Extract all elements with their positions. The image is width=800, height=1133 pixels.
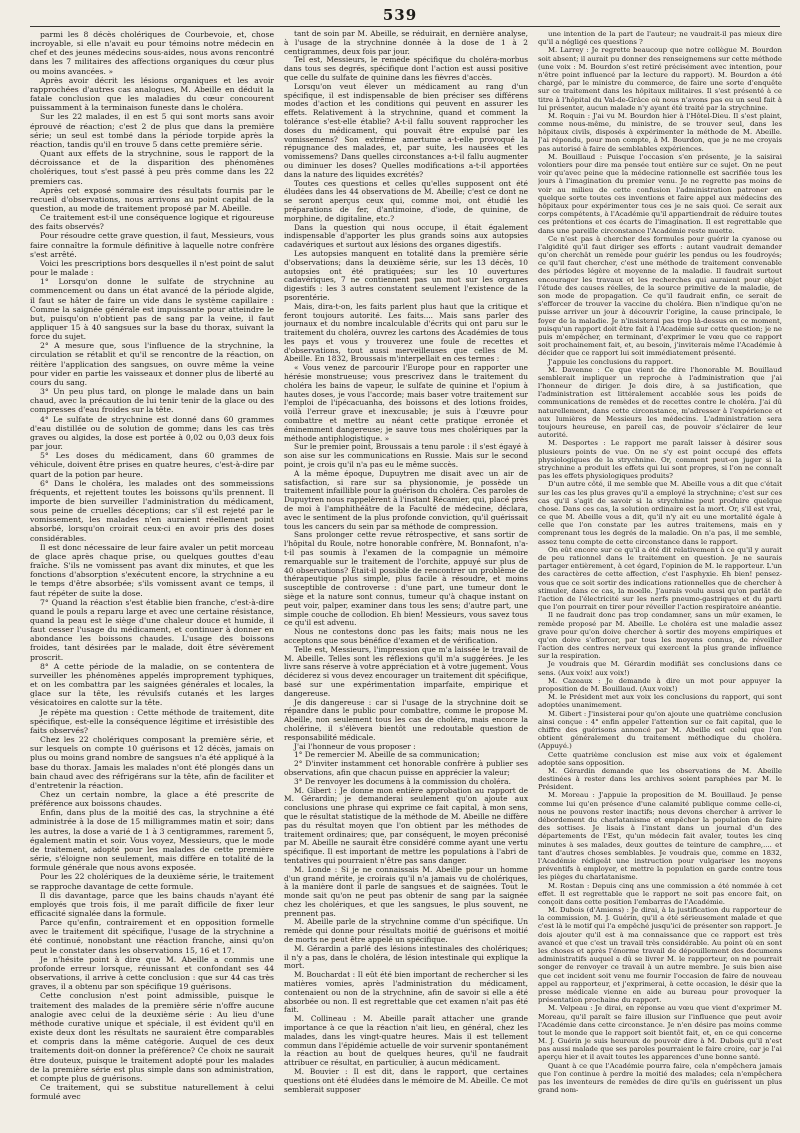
paragraph: Après cet exposé sommaire des résultats fournis par le recueil d'observations, nous arrivons au point capital de la question, au mode de traitement proposé par M. Abeille. — [30, 185, 274, 213]
paragraph: Toutes ces questions et celles qu'elles supposent ont été éludées dans les 44 observations de M. Abeille; c'est ce dont ne se seront aperçus ceux qui, comme moi, ont étudié les préparations de fer, d'antimoine, d'iode, de quinine, de morphine, de digitaline, etc.? — [284, 178, 528, 223]
paragraph: Enfin, dans plus de la moitié des cas, la strychnine a été administrée à la dose de 15 milligrammes matin et soir; dans les autres, la dose a varié de 1 à 3 centigrammes, rarement 5, également matin et soir. Vous voyez, Messieurs, que le mode de traitement, adopté pour les malades de cette première série, s'éloigne non seulement, mais diffère en totalité de la formule générale que nous avons exposée. — [30, 808, 274, 873]
paragraph: 1° De remercier M. Abeille de sa communication; — [294, 750, 480, 760]
paragraph: une intention de la part de l'auteur; ne vaudrait-il pas mieux dire qu'il a négligé ces questions ? — [538, 30, 782, 47]
paragraph: M. Gérardin a parlé des lésions intestinales des cholériques; il n'y a pas, dans le choléra, de lésion intestinale qui explique la mort. — [284, 943, 528, 971]
header-rule — [30, 26, 780, 27]
paragraph: Il ne faudrait donc pas trop condamner, sans un mûr examen, le remède proposé par M. Abeille. Le choléra est une maladie assez grave pour qu'on doive chercher à sortir des moyens empiriques et qu'on doive s'efforcer, par tous les moyens connus, de réveiller l'action des centres nerveux qui exercent la plus grande influence sur la respiration. — [538, 611, 782, 661]
paragraph: M. Gibert : J'insisterai pour qu'on ajoute une quatrième conclusion ainsi conçue : 4° enfin appeler l'attention sur ce fait capital, que le chiffre des guérisons annoncé par M. Abeille est celui que l'on obtient généralement du traitement méthodique du choléra. (Appuyé.) — [538, 709, 782, 751]
paragraph: parmi les 8 décès cholériques de Courbevoie, et, chose incroyable, si elle n'avait eu pour témoins notre médecin en chef et des jeunes médecins sous-aides, nous avons rencontré dans les 7 militaires des affections organiques du cœur plus ou moins avancées. » — [30, 30, 274, 76]
paragraph: Sur les 22 malades, il en est 5 qui sont morts sans avoir éprouvé de réaction; c'est 2 de plus que dans la première série; un seul est tombé dans la période torpide après la réaction, tandis qu'il en trouve 5 dans cette première série. — [30, 112, 274, 149]
paragraph: Chez les 22 cholériques composant la première série, et sur lesquels on compte 10 guérisons et 12 décès, jamais on plus ou moins grand nombre de sangsues n'a été appliqué à la base du thorax. Jamais les malades n'ont été plongés dans un bain chaud avec des réfrigérans sur la tête, afin de faciliter et d'entretenir la réaction. — [30, 735, 274, 790]
paragraph: 1° Lorsqu'on donne le sulfate de strychnine au commencement ou dans un état avancé de la période algide, il faut se hâter de faire un vide dans le système capillaire : Comme la saignée générale est impuissante pour atteindre le but, puisqu'on n'obtient pas de sang par la veine, il faut appliquer 15 à 40 sangsues sur la base du thorax, suivant la force du sujet. — [30, 277, 274, 342]
paragraph: M. Desportes : Le rapport me paraît laisser à désirer sous plusieurs points de vue. On ne s'y est point occupé des effets physiologiques de la strychnine. Or, comment peut-on juger si la strychnine a produit les effets qui lui sont propres, si l'on ne connaît pas les effets physiologiques produits? — [538, 439, 782, 481]
paragraph: M. Londe : Si je ne connaissais M. Abeille pour un homme d'un grand mérite, je croirais qu'il n'a jamais vu de cholériques, à la manière dont il parle de sangsues et de saignées. Tout le monde sait qu'on ne peut pas obtenir de sang par la saignée chez les cholériques, et que les sangsues, le plus souvent, ne prennent pas. — [284, 864, 528, 918]
paragraph: J'appuie les conclusions du rapport. — [548, 357, 674, 366]
paragraph: Ce traitement, qui se substitue naturellement à celui formulé avec — [30, 1082, 274, 1102]
paragraph: Pour les 22 cholériques de la deuxième série, le traitement se rapproche davantage de cette formule. — [30, 872, 274, 891]
page-number: 539 — [382, 6, 418, 24]
paragraph: Je dis dangereuse : car si l'usage de la strychnine doit se répandre dans le public pour combattre, comme le propose M. Abeille, non seulement tous les cas de choléra, mais encore la cholérine, il s'élèvera bientôt une redoutable question de responsabilité médicale. — [284, 697, 528, 742]
paragraph: 5° Les doses du médicament, dans 60 grammes de véhicule, doivent être prises en quatre heures, c'est-à-dire par quart de la potion par heure. — [30, 451, 274, 479]
paragraph: A la même époque, Dupuytren me disait avec un air de satisfaction, si rare sur sa physionomie, je possède un traitement infaillible pour la guérison du choléra. Ces paroles de Dupuytren nous rappelèrent à l'instant Récamier, qui, placé près de moi à l'amphithéâtre de la Faculté de médecine, déclara, avec le sentiment de la plus profonde conviction, qu'il guérissait tous les cancers du sein par sa méthode de compression. — [284, 468, 528, 531]
paragraph: 6° Dans le choléra, les malades ont des sommeissions fréquents, et rejettent toutes les boissons qu'ils prennent. Il importe de bien surveiller l'administration du médicament, sous peine de cruelles déceptions; car s'il est rejeté par le vomissement, les malades n'en auraient réellement point absorbé, lorsqu'on croirait ceux-ci en avoir pris des doses considérables. — [30, 478, 274, 543]
paragraph: Voici les prescriptions bors desquelles il n'est point de salut pour le malade : — [30, 258, 274, 278]
column-middle — [284, 30, 528, 1128]
paragraph: Dans la question qui nous occupe, il était également indispensable d'apporter les plus grands soins aux autopsies cadavériques et surtout aux lésions des organes digestifs. — [284, 222, 528, 250]
paragraph: M. Roquin : J'ai vu M. Bourdon hier à l'Hôtel-Dieu. Il s'est plaint, comme nous-même, du ministre, de se trouver seul, dans les hôpitaux civils, disposés à expérimenter la méthode de M. Abeille. J'ai répondu, pour mon compte, à M. Bourdon, que je ne me croyais pas autorisé à faire de semblables expériences. — [538, 111, 782, 153]
paragraph: Sans prolonger cette revue rétrospective, et sans sortir de l'hôpital du Roule, notre honorable confrère, M. Bonnafont, n'a-t-il pas soumis à l'examen de la compagnie un mémoire remarquable sur le traitement de l'orchite, appuyé sur plus de 40 observations? Était-il possible de rencontrer un problème de thérapeutique plus simple, plus facile à résoudre, et moins susceptible de controverse : d'une part, une tumeur dont le siège et la nature sont connus, tumeur qu'à chaque instant on peut voir, palper, examiner dans tous les sens; d'autre part, une simple couche de collodion. Eh bien! Messieurs, vous savez tous ce qu'il est advenu. — [284, 530, 528, 628]
paragraph: Je n'hésite point à dire que M. Abeille a commis une profonde erreur lorsque, réunissant et confondant ses 44 observations, il arrive à cette conclusion : que sur 44 cas très graves, il a obtenu par son spécifique 19 guérisons. — [30, 954, 274, 992]
paragraph: M. Gibert : Je donne mon entière approbation au rapport de M. Gérardin; je demanderai seulement qu'on ajoute aux conclusions une phrase qui exprime ce fait capital, à mon sens, que le résultat statistique de la méthode de M. Abeille ne diffère pas du résultat moyen que l'on obtient par les méthodes de traitement ordinaires; que, par conséquent, le moyen préconisé par M. Abeille ne saurait être considéré comme ayant une vertu spécifique. Il est important de mettre les populations à l'abri de tentatives qui pourraient n'être pas sans danger. — [284, 785, 528, 865]
paragraph: Cette conclusion n'est point admissible, puisque le traitement des malades de la première série n'offre aucune analogie avec celui de la deuxième série : Au lieu d'une méthode curative unique et spéciale, il est évident qu'il en existe deux dont les résultats ne sauraient être comparables et compris dans la même catégorie. Auquel de ces deux traitements doit-on donner la préférence? Ce choix ne saurait être douteux, puisque le traitement adopté pour les malades de la première série est plus simple dans son administration, et compte plus de guérisons. — [30, 991, 274, 1083]
paragraph: tant de soin par M. Abeille, se réduirait, en dernière analyse, à l'usage de la strychnine donnée à la dose de 1 à 2 centigrammes, deux fois par jour. — [284, 30, 528, 56]
paragraph: Chez un certain nombre, la glace a été prescrite de préférence aux boissons chaudes. — [30, 789, 274, 809]
paragraph: M. Gérardin demande que les observations de M. Abeille destinées à rester dans les archives soient paraphées par M. le Président. — [538, 766, 782, 792]
paragraph: 3° De renvoyer les documens à la commission du choléra. — [294, 776, 511, 786]
paragraph: Sur le premier point, Broussais a tenu parole : il s'est égayé à son aise sur les communications en Russie. Mais sur le second point, je crois qu'il n'a pas eu le même succès. — [284, 442, 528, 470]
paragraph: 2° A mesure que, sous l'influence de la strychnine, la circulation se rétablit et qu'il se rencontre de la réaction, on réitère l'application des sangsues, on ouvre même la veine pour vider en partie les vaisseaux et donner plus de liberté au cours du sang. — [30, 341, 274, 387]
paragraph: Lorsqu'on veut élever un médicament au rang d'un spécifique, il est indispensable de bien préciser ses différens modes d'action et les conditions qui peuvent en assurer les effets. Relativement à la strychnine, quand et comment la tolérance s'est-elle établie? A-t-il fallu souvent rapprocher les doses du médicament, qui pouvait être expulsé par les vomissemens? Son extrême amertume a-t-elle provoqué la répugnance des malades, et, par suite, les nausées et les vomissemens? Dans quelles circonstances a-t-il fallu augmenter ou diminuer les doses? Quelles modifications a-t-il apportées dans la nature des liquides excrétés? — [284, 81, 528, 179]
paragraph: M. le Président met aux voix les conclusions du rapport, qui sont adoptées unanimement. — [538, 693, 782, 710]
paragraph: Cette quatrième conclusion est mise aux voix et également adoptée sans opposition. — [538, 750, 782, 767]
paragraph: M. Abeille parle de la strychnine comme d'un spécifique. Un remède qui donne pour résultats moitié de guérisons et moitié de morts ne peut être appelé un spécifique. — [284, 917, 528, 945]
paragraph: Tel est, Messieurs, le remède spécifique du choléra-morbus dans tous ses degrés, spécifique dont l'action est aussi positive que celle du sulfate de quinine dans les fièvres d'accès. — [284, 55, 528, 82]
paragraph: M. Bouchardat : Il eût été bien important de rechercher si les matières vomies, après l'administration du médicament, contenaient ou non de la strychnine, afin de savoir si elle a été absorbée ou non. Il est regrettable que cet examen n'ait pas été fait. — [284, 970, 528, 1015]
paragraph: M. Davenne : Ce que vient de dire l'honorable M. Bouillaud semblerait impliquer un reproche à l'administration que j'ai l'honneur de diriger. Je dois dire, à sa justification, que l'administration est littéralement accablée sous les poids de communications de remèdes et de recettes contre le choléra. J'ai dû naturellement, dans cette circonstance, m'adresser à l'expérience et aux lumières de Messieurs les médecins. L'administration sera toujours heureuse, en pareil cas, de pouvoir s'éclairer de leur autorité. — [538, 365, 782, 440]
paragraph: 2° D'inviter instamment cet honorable confrère à publier ses observations, afin que chacun puisse en apprécier la valeur; — [284, 759, 528, 777]
paragraph: M. Bouillaud : Puisque l'occasion s'en présente, je la saisirai volontiers pour dire ma pensée tout entière sur ce sujet. On ne peut voir qu'avec peine que la médecine rationnelle est sacrifiée tous les jours à l'imagination du premier venu. Je ne regrette pas moins de voir au milieu de cette confusion l'administration patroner en quelque sorte toutes ces inventions et faire appel aux médecins des hôpitaux pour expérimenter tous ces je ne sais quoi. Ce serait aux corps compétents, à l'Académie qu'il appartiendrait de réduire toutes ces prétentions et ces écarts de l'imagination. Il est regrettable que dans une pareille circonstance l'Académie reste muette. — [538, 152, 782, 235]
paragraph: Mais, dira-t-on, les faits parlent plus haut que la critique et feront toujours autorité. Les faits.... Mais sans parler des journaux et du nombre incalculable d'écrits qui ont paru sur le traitement du choléra, ouvrez les cartons des Académies de tous les pays et vous y trouverez une foule de recettes et d'observations, tout aussi merveilleuses que celles de M. Abeille. En 1832, Broussais m'interpellait en ces termes : — [284, 301, 528, 364]
paragraph: On eût encore sur ce qu'il a été dit relativement à ce qu'il y aurait de peu rationnel dans le traitement en question. Je ne saurais partager entièrement, à cet égard, l'opinion de M. le rapporteur. L'un des caractères de cette affection, c'est l'asphyxie. Eh bien! pensez-vous que ce soit sortir des indications rationnelles que de chercher à stimuler, dans ce cas, la moelle. J'aurais voulu aussi qu'on parlât de l'action de l'électricité sur les nerfs pneumo-gastriques et du parti que l'on pourrait en tirer pour réveiller l'action respiratoire anéantie. — [538, 545, 782, 612]
paragraph: « Vous venez de parcourir l'Europe pour en rapporter une hérésie monstrueuse; vous prescrivez dans le traitement du choléra les bains de vapeur, le sulfate de quinine et l'opium à hautes doses, je vous l'accorde; mais baser votre traitement sur l'emploi de l'ipécacuanha, des boissons et des lotions froides, voilà l'erreur grave et inexcusable; je suis à l'œuvre pour combattre et mettre au néant cette pratique erronée et éminemment dangereuse; je sauve tous mes cholériques par la méthode antiphlogistique. » — [284, 363, 528, 443]
paragraph: 3° Un peu plus tard, on plonge le malade dans un bain chaud, avec la précaution de lui tenir tenir de la glace ou des compresses d'eau froides sur la tête. — [30, 387, 274, 415]
paragraph: Parce qu'enfin, contrairement et en opposition formelle avec le traitement dit spécifique, l'usage de la strychnine a été continué, nonobstant une réaction franche, ainsi qu'on peut le constater dans les observations 15, 16 et 17. — [30, 918, 274, 955]
paragraph: Pour résoudre cette grave question, il faut, Messieurs, vous faire connaître la formule définitive à laquelle notre confrère s'est arrêté. — [30, 231, 274, 259]
column-right — [538, 30, 782, 1128]
paragraph: Quant à ce que l'Académie pourra faire, cela n'empêchera jamais que l'on continue à perdre la moitié des malades; cela n'empêchera pas les inventeurs de remèdes de dire qu'ils en guérissent un plus grand nom- — [538, 1061, 782, 1095]
paragraph: M. Rostan : Depuis cinq ans une commission a été nommée à cet effet. Il est regrettable que le rapport ne soit pas encore fait, on conçoit dans cette position l'embarras de l'Académie. — [538, 881, 782, 906]
paragraph: M. Moreau : J'appuie la proposition de M. Bouillaud. Je pense comme lui qu'en présence d'une calamité publique comme celle-ci, nous ne pouvons rester inactifs; nous devons chercher à arriver le débordement du charlatanisme et empêcher la population de faire des sottises. Je lisais à l'instant dans un journal d'un des départements de l'Est, qu'un médecin fait avaler, toutes les cinq minutes à ses malades, deux gouttes de teinture de camphre,.... et tant d'autres choses semblables. Je voudrais que, comme en 1832, l'Académie rédigeât une instruction pour vulgariser les moyens préventifs à employer, et mettre la population en garde contre tous les pièges du charlatanisme. — [538, 791, 782, 882]
paragraph: Je voudrais que M. Gérardin modifiât ses conclusions dans ce sens. (Aux voix! aux voix!) — [538, 660, 782, 677]
paragraph: Je répète ma question : Cette méthode de traitement, dite spécifique, est-elle la conséquence légitime et irrésistible des faits observés? — [30, 707, 274, 735]
paragraph: 7° Quand la réaction s'est établie bien franche, c'est-à-dire quand le pouls a reparu large et avec une certaine résistance, quand la peau est le siège d'une chaleur douce et humide, il faut cesser l'usage du médicament, et continuer à donner en abondance les boissons chaudes. L'usage des boissons froides, tant désirées par le malade, doit être sévèrement proscrit. — [30, 597, 274, 662]
paragraph: M. Dubois (d'Amiens) : Je dirai, à la justification du rapporteur de la commission, M. J. Guérin, qu'il a été sérieusement malade et que c'est là le motif qui l'a empêché jusqu'ici de présenter son rapport. Je dois ajouter qu'il est à ma connaissance que ce rapport est très avancé et que c'est un travail très considérable. Au point où en sont les choses et après l'énorme travail de dépouillement des documens administratifs auquel a dû se livrer M. le rapporteur, on ne pourrait songer de renvoyer ce travail à un autre membre. Je suis bien aise que cet incident soit venu me fournir l'occasion de faire de nouveau appel au rapporteur, et j'exprimerai, à cette occasion, le désir que la presse médicale vienne en aide au bureau pour provoquer la présentation prochaine du rapport. — [538, 906, 782, 1005]
paragraph: Il est donc nécessaire de leur faire avaler un petit morceau de glace après chaque prise, ou quelques gouttes d'eau fraîche. S'ils ne vomissent pas avant dix minutes, et que les fonctions d'absorption s'exécutent encore, la strychnine a eu le temps d'être absorbée; s'ils vomissent avant ce temps, il faut répéter de suite la dose. — [30, 542, 274, 598]
paragraph: Il dis davantage, parce que les bains chauds n'ayant été employés que trois fois, il me paraît difficile de fixer leur efficacité signalée dans la formule. — [30, 890, 274, 918]
paragraph: 8° A cette période de la maladie, on se contentera de surveiller les phénomènes appelés improprement typhiques, et on les combattra par les saignées générales et locales, la glace sur la tête, les révulsifs cutanés et les larges vésicatoires en calotte sur la tête. — [30, 661, 274, 708]
paragraph: Ce n'est pas à chercher des formules pour guérir la cyanose ou l'algidité qu'il faut diriger ses efforts : autant vaudrait demander qu'on cherchât un remède pour guérir les pendus ou les foudroyés; ce qu'il faut chercher, c'est une méthode de traitement convenable des périodes légère et moyenne de la maladie. Il faudrait surtout encourager les travaux et les recherches qui auraient pour objet l'étude des causes réelles, de la source primitive de la maladie, de son mode de propagation. Ce qu'il faudrait enfin, ce serait de s'efforcer de trouver la vaccine du choléra. Bien n'indique qu'on ne puisse arriver un jour à découvrir l'origine, la cause principale, le foyer de la maladie. Je n'insisterai pas trop là-dessus en ce moment, puisqu'un rapport doit être fait à l'Académie sur cette question; je ne puis m'empêcher, en terminant, d'exprimer le vœu que ce rapport soit prochainement fait, et, au besoin, j'inviterais même l'Académie à décider que ce rapport lui soit immédiatement présenté. — [538, 234, 782, 358]
paragraph: 4° Le sulfate de strychnine est donné dans 60 grammes d'eau distillée ou de solution de gomme; dans les cas très graves ou algides, la dose est portée à 0,02 ou 0,03 deux fois par jour. — [30, 414, 274, 452]
paragraph: Après avoir décrit les lésions organiques et les avoir rapprochées d'autres cas analogues, M. Abeille en déduit la fatale conclusion que les maladies du cœur concourent puissamment à la terminaison funeste dans le choléra. — [30, 75, 274, 113]
paragraph: M. Bouvier : Il est dit, dans le rapport, que certaines questions ont été éludées dans le mémoire de M. Abeille. Ce mot semblerait supposer — [284, 1067, 528, 1094]
paragraph: J'ai l'honneur de vous proposer : — [294, 741, 416, 751]
paragraph: Quant aux effets de la strychnine, sous le rapport de la décroissance et de la disparition des phénomènes cholériques, tout s'est passé à peu près comme dans les 22 premiers cas. — [30, 149, 274, 186]
paragraph: Telle est, Messieurs, l'impression que m'a laissée le travail de M. Abeille. Telles sont les réflexions qu'il m'a suggérées. Je les livre sans réserve à votre appréciation et à votre jugement. Vous déciderez si vous devez encourager un traitement dit spécifique, basé sur une expérimentation imparfaite, empirique et dangereuse. — [284, 644, 528, 698]
paragraph: M. Larrey : Je regrette beaucoup que notre collègue M. Bourdon soit absent; il aurait pu donner des renseignemens sur cette méthode (une voix : M. Bourdon s'est retiré précisément avec intention, pour n'être point influencé par la lecture du rapport). M. Bourdon a été chargé, par le ministre du commerce, de faire une sorte d'enquête sur ce traitement dans les hôpitaux militaires. Il s'est présenté à ce titre à l'hôpital du Val-de-Grâce où nous n'avons pas eu un seul fait à lui présenter, aucun malade n'y ayant été traité par la strychnine. — [538, 46, 782, 112]
paragraph: Les autopsies manquent en totalité dans la première série d'observations; dans la deuxième série, sur les 13 décès, 10 autopsies ont été pratiquées; sur les 10 ouvertures cadavériques, 7 ne contiennent pas un mot sur les organes digestifs : les 3 autres constatent seulement l'existence de la psorentérie. — [284, 248, 528, 302]
paragraph: M. Collineau : M. Abeille paraît attacher une grande importance à ce que la réaction n'ait lieu, en général, chez les malades, dans les vingt-quatre heures. Mais il est tellement commun dans l'épidémie actuelle de voir survenir spontanément la réaction au bout de quelques heures, qu'il ne faudrait attribuer ce résultat, en particulier, à aucun médicament. — [284, 1014, 528, 1068]
paragraph: Nous ne contestons donc pas les faits; mais nous ne les acceptons que sous bénéfice d'examen et de vérification. — [284, 627, 528, 645]
paragraph: Ce traitement est-il une conséquence logique et rigoureuse des faits observés? — [30, 213, 274, 232]
column-left — [30, 30, 274, 1128]
paragraph: M. Cazeaux : Je demande à dire un mot pour appuyer la proposition de M. Bouillaud. (Aux voix!) — [538, 676, 782, 693]
text-columns — [30, 30, 782, 1128]
paragraph: D'un autre côté, il me semble que M. Abeille vous a dit que c'était sur les cas les plus graves qu'il a employé la strychnine; c'est sur ces cas qu'il s'agit de savoir si la strychnine peut produire quelque chose. Dans ces cas, la solution ordinaire est la mort. Or, s'il est vrai, ce que M. Abeille vous a dit, qu'il n'y ait eu une mortalité égale à celle que l'on constate par les autres traitemens, mais en y comprenant tous les degrés de la maladie. On n'a pas, il me semble, assez tenu compte de cette circonstance dans le rapport. — [538, 480, 782, 546]
paragraph: M. Velpeau : Je dirai, en réponse au vœu que vient d'exprimer M. Moreau, qu'il paraît se faire illusion sur l'influence que peut avoir l'Académie dans cette circonstance. Je n'en désire pas moins comme tout le monde que le rapport soit bientôt fait, et, en ce qui concerne M. J. Guérin je suis heureux de pouvoir dire à M. Dubois qu'il n'est pas aussi malade que ses paroles pourraient le faire croire, car je l'ai aperçu hier et il avait toutes les apparences d'une bonne santé. — [538, 1004, 782, 1062]
